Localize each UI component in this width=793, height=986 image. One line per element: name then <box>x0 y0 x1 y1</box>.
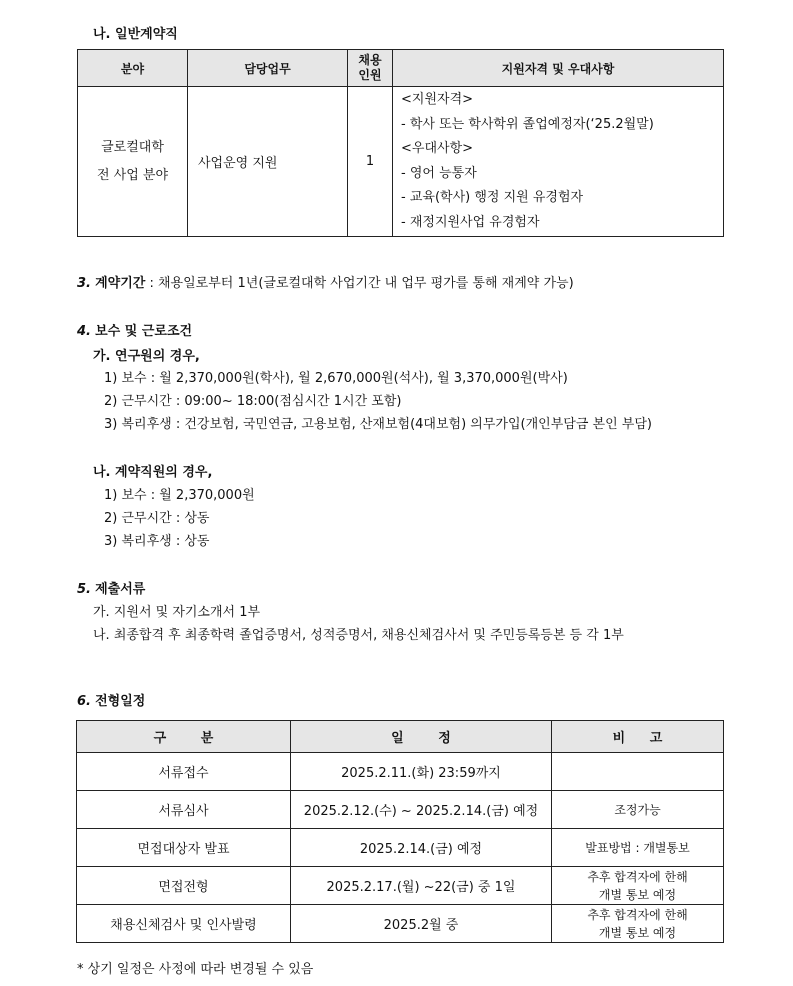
section-4-title: 보수 및 근로조건 <box>95 324 193 339</box>
cell-field <box>78 87 188 237</box>
header-count-line1: 채용 <box>358 53 382 67</box>
schedule-header-stage: 구 분 <box>77 721 291 753</box>
contract-staff-item: 3) 복리후생 : 상동 <box>104 534 210 549</box>
schedule-note <box>552 791 724 829</box>
header-field: 분야 <box>78 50 188 87</box>
field-line2: 전 사업 분야 <box>96 167 169 183</box>
schedule-header-row <box>77 721 724 753</box>
qual-line: - 교육(학사) 행정 지원 유경험자 <box>401 190 584 205</box>
contract-staff-subtitle: 나. 계약직원의 경우, <box>93 465 213 480</box>
section-6-heading <box>77 690 145 709</box>
section-5-heading <box>77 578 145 597</box>
contract-staff-item: 2) 근무시간 : 상동 <box>104 511 210 526</box>
schedule-note <box>552 753 724 791</box>
qual-line: <우대사항> <box>401 141 474 156</box>
section-4-number: 4. <box>77 324 91 339</box>
document-item: 가. 지원서 및 자기소개서 1부 <box>93 605 261 620</box>
researcher-item: 1) 보수 : 월 2,370,000원(학사), 월 2,670,000원(석사), 월 3,370,000원(박사) <box>104 371 568 386</box>
schedule-note <box>552 829 724 867</box>
hiring-table <box>77 49 724 237</box>
qual-line: - 재정지원사업 유경험자 <box>401 214 540 230</box>
qual-line: - 학사 또는 학사학위 졸업예정자(‘25.2월말) <box>401 116 654 132</box>
section-6-number: 6. <box>77 694 91 709</box>
section-3-text: : 채용일로부터 1년(글로컬대학 사업기간 내 업무 평가를 통해 재계약 가능) <box>145 276 574 291</box>
contract-staff-item: 1) 보수 : 월 2,370,000원 <box>104 488 255 503</box>
qual-line: - 영어 능통자 <box>401 165 477 181</box>
schedule-header-date: 일 정 <box>291 721 552 753</box>
qual-line: <지원자격> <box>401 92 474 107</box>
schedule-footnote: * 상기 일정은 사정에 따라 변경될 수 있음 <box>77 962 314 977</box>
section-5-title: 제출서류 <box>95 582 146 597</box>
schedule-note-line1: 추후 합격자에 한해 <box>587 907 688 922</box>
schedule-stage: 서류접수 <box>77 753 291 791</box>
document-item: 나. 최종합격 후 최종학력 졸업증명서, 성적증명서, 채용신체검사서 및 주민등록등본 등 각 1부 <box>93 628 624 643</box>
header-count <box>348 50 393 87</box>
schedule-note <box>552 905 724 943</box>
hiring-table-row <box>78 87 724 237</box>
hiring-table-header-row <box>78 50 724 87</box>
cell-qualifications <box>393 87 724 237</box>
schedule-date: 2025.2월 중 <box>291 905 552 943</box>
schedule-note-line2: 개별 통보 예정 <box>598 887 677 902</box>
cell-count: 1 <box>348 87 393 237</box>
section-title-general-contract: 나. 일반계약직 <box>93 27 178 42</box>
schedule-row <box>77 791 724 829</box>
schedule-row <box>77 905 724 943</box>
header-duty: 담당업무 <box>188 50 348 87</box>
header-qualifications: 지원자격 및 우대사항 <box>393 50 724 87</box>
schedule-row <box>77 753 724 791</box>
schedule-note <box>552 867 724 905</box>
schedule-table <box>76 720 724 943</box>
header-count-line2: 인원 <box>358 68 382 82</box>
researcher-subtitle: 가. 연구원의 경우, <box>93 349 200 364</box>
schedule-row <box>77 867 724 905</box>
schedule-stage: 채용신체검사 및 인사발령 <box>77 905 291 943</box>
section-4-heading <box>77 320 192 339</box>
schedule-header-note: 비 고 <box>552 721 724 753</box>
schedule-date: 2025.2.12.(수) ~ 2025.2.14.(금) 예정 <box>291 791 552 829</box>
section-3-contract-period <box>77 272 574 291</box>
schedule-note-line1: 추후 합격자에 한해 <box>587 869 688 884</box>
field-line1: 글로컬대학 <box>101 139 164 155</box>
schedule-date: 2025.2.17.(월) ~22(금) 중 1일 <box>291 867 552 905</box>
section-3-number: 3. <box>77 276 91 291</box>
section-6-title: 전형일정 <box>95 694 146 709</box>
section-5-number: 5. <box>77 582 91 597</box>
researcher-item: 2) 근무시간 : 09:00~ 18:00(점심시간 1시간 포함) <box>104 394 402 409</box>
schedule-stage: 서류심사 <box>77 791 291 829</box>
cell-duty: 사업운영 지원 <box>188 87 348 237</box>
researcher-item: 3) 복리후생 : 건강보험, 국민연금, 고용보험, 산재보험(4대보험) 의무가입(개인부담금 본인 부담) <box>104 417 652 432</box>
schedule-stage: 면접대상자 발표 <box>77 829 291 867</box>
schedule-row <box>77 829 724 867</box>
schedule-note-line1: 조정가능 <box>614 802 661 817</box>
section-3-title: 계약기간 <box>95 276 146 291</box>
schedule-note-line1: 발표방법 : 개별통보 <box>585 840 690 855</box>
schedule-stage: 면접전형 <box>77 867 291 905</box>
schedule-date: 2025.2.14.(금) 예정 <box>291 829 552 867</box>
schedule-note-line2: 개별 통보 예정 <box>598 925 677 940</box>
schedule-date: 2025.2.11.(화) 23:59까지 <box>291 753 552 791</box>
